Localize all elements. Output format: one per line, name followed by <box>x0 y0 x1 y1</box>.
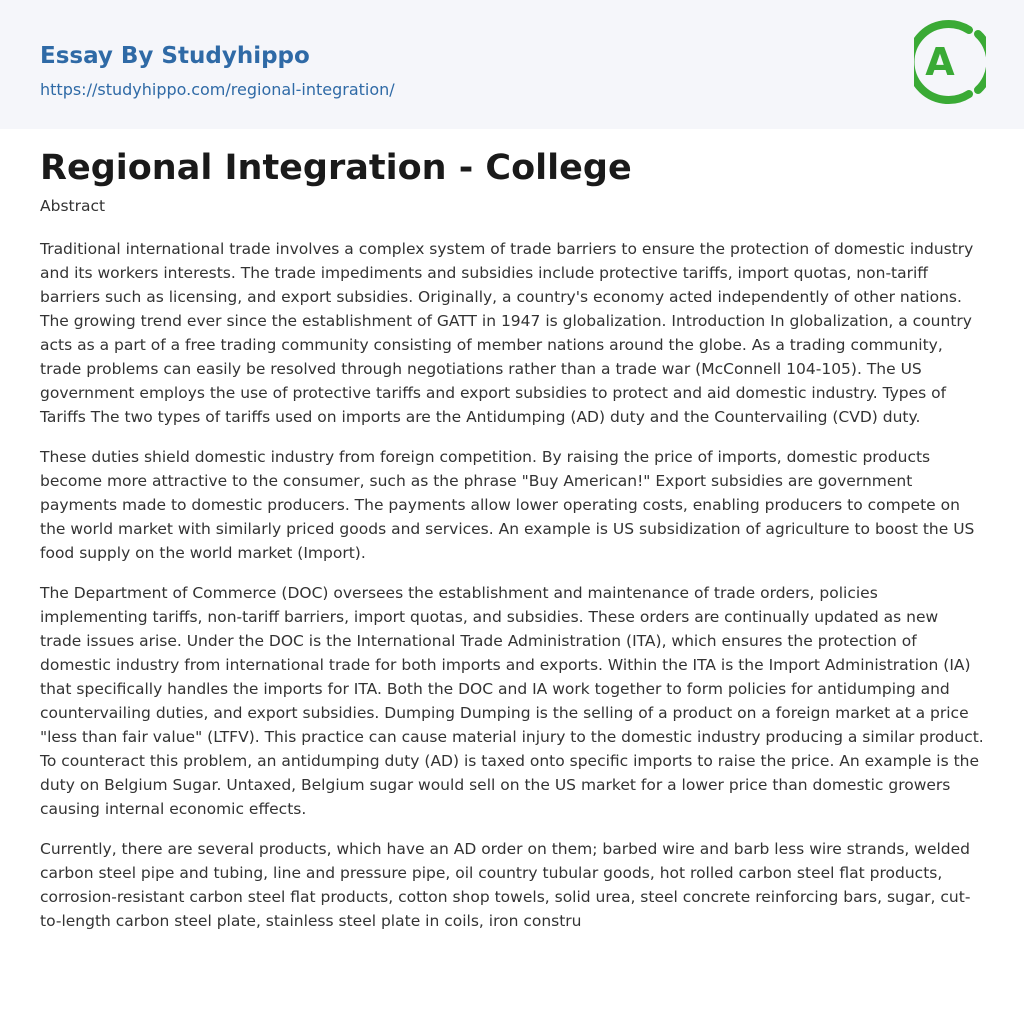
studyhippo-logo-icon[interactable] <box>914 18 986 106</box>
essay-paragraph-4: Currently, there are several products, which have an AD order on them; barbed wire and barb less wire strands, welded carbon steel pipe and tubing, line and pressure pipe, oil country tubular goods, hot rolled carbon steel flat products, corrosion-resistant carbon steel flat products, cotton shop towels, solid urea, steel concrete reinforcing bars, sugar, cut-to-length carbon steel plate, stainless steel plate in coils, iron constru <box>40 840 971 930</box>
brand-name: Essay By Studyhippo <box>40 43 310 69</box>
essay-paragraph-1: Traditional international trade involves a complex system of trade barriers to ensure the protection of domestic industry and its workers interests. The trade impediments and subsidies include protective tariffs, import quotas, non-tariff barriers such as licensing, and export subsidies. Originally, a country's economy acted independently of other nations. The growing trend ever since the establishment of GATT in 1947 is globalization. Introduction In globalization, a country acts as a part of a free trading community consisting of member nations around the globe. As a trading community, trade problems can easily be resolved through negotiations rather than a trade war (McConnell 104-105). The US government employs the use of protective tariffs and export subsidies to protect and aid domestic industry. Types of Tariffs The two types of tariffs used on imports are the Antidumping (AD) duty and the Countervailing (CVD) duty. <box>40 240 974 426</box>
essay-paragraph-3: The Department of Commerce (DOC) oversees the establishment and maintenance of trade orders, policies implementing tariffs, non-tariff barriers, import quotas, and subsidies. These orders are continually updated as new trade issues arise. Under the DOC is the International Trade Administration (ITA), which ensures the protection of domestic industry from international trade for both imports and exports. Within the ITA is the Import Administration (IA) that specifically handles the imports for ITA. Both the DOC and IA work together to form policies for antidumping and countervailing duties, and export subsidies. Dumping Dumping is the selling of a product on a foreign market at a price "less than fair value" (LTFV). This practice can cause material injury to the domestic industry producing a similar product. To counteract this problem, an antidumping duty (AD) is taxed onto specific imports to raise the price. An example is the duty on Belgium Sugar. Untaxed, Belgium sugar would sell on the US market for a lower price than domestic growers causing internal economic effects. <box>40 584 984 818</box>
essay-url-link[interactable]: https://studyhippo.com/regional-integration/ <box>40 80 395 99</box>
essay-paragraph-2: These duties shield domestic industry from foreign competition. By raising the price of imports, domestic products become more attractive to the consumer, such as the phrase "Buy American!" Export subsidies are government payments made to domestic producers. The payments allow lower operating costs, enabling producers to compete on the world market with similarly priced goods and services. An example is US subsidization of agriculture to boost the US food supply on the world market (Import). <box>40 448 975 562</box>
essay-content <box>0 129 1024 933</box>
essay-subtitle: Abstract <box>40 197 106 215</box>
page-header <box>0 0 1024 129</box>
essay-title: Regional Integration - College <box>40 148 632 188</box>
logo-letter: A <box>925 40 955 84</box>
